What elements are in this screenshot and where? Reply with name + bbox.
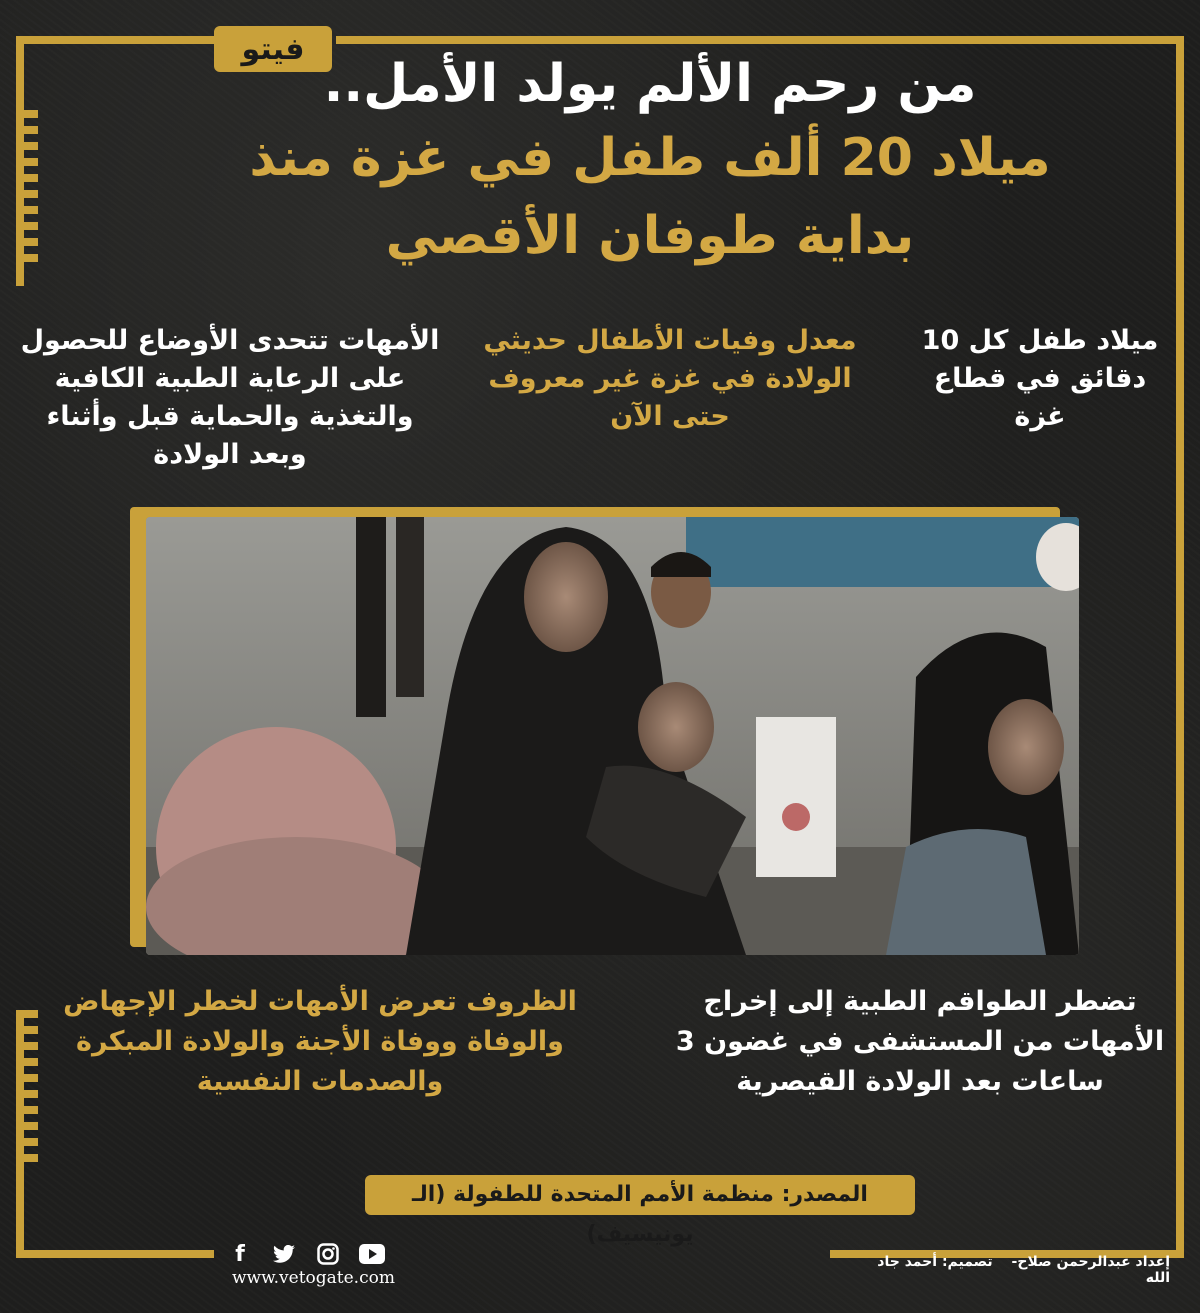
frame-top-left	[16, 36, 216, 44]
decor-stripes-top	[16, 110, 38, 270]
photo-illustration	[146, 517, 1079, 955]
credit-design-by: تصميم: أحمد جاد الله	[877, 1254, 1170, 1286]
headline-line-3: بداية طوفان الأقصي	[385, 206, 915, 266]
frame-top-right	[336, 36, 1184, 44]
twitter-icon[interactable]	[270, 1240, 298, 1268]
news-photo	[146, 517, 1079, 955]
fact-medical-staff: تضطر الطواقم الطبية إلى إخراج الأمهات من المستشفى في غضون 3 ساعات بعد الولادة القيصرية	[675, 986, 1165, 1097]
fact-risks: الظروف تعرض الأمهات لخطر الإجهاض والوفاة ووفاة الأجنة والولادة المبكرة والصدمات النفسية	[63, 986, 577, 1097]
credit-prepared-by: إعداد عبدالرحمن صلاح-	[1011, 1254, 1170, 1270]
website-url[interactable]: www.vetogate.com	[232, 1268, 395, 1288]
headline-line-2: ميلاد 20 ألف طفل في غزة منذ	[249, 128, 1051, 188]
fact-mothers-challenge: الأمهات تتحدى الأوضاع للحصول على الرعاية الطبية الكافية والتغذية والحماية قبل وأثناء وبعد الولادة	[20, 325, 440, 470]
fact-mortality: معدل وفيات الأطفال حديثي الولادة في غزة غير معروف حتى الآن	[483, 325, 857, 432]
logo-text: فيتو	[241, 31, 305, 67]
credits	[840, 1254, 1170, 1286]
headline-line-1: من رحم الألم يولد الأمل..	[323, 54, 977, 114]
frame-right	[1176, 36, 1184, 1258]
source-label: المصدر: منظمة الأمم المتحدة للطفولة (الـ يونيسيف)	[365, 1175, 915, 1215]
frame-bottom-left	[16, 1250, 214, 1258]
instagram-icon[interactable]	[314, 1240, 342, 1268]
decor-stripes-bottom	[16, 1010, 38, 1170]
youtube-icon[interactable]	[358, 1240, 386, 1268]
social-links	[226, 1240, 386, 1268]
fact-births: ميلاد طفل كل 10 دقائق في قطاع غزة	[921, 325, 1159, 432]
facebook-icon[interactable]: f	[235, 1241, 245, 1267]
